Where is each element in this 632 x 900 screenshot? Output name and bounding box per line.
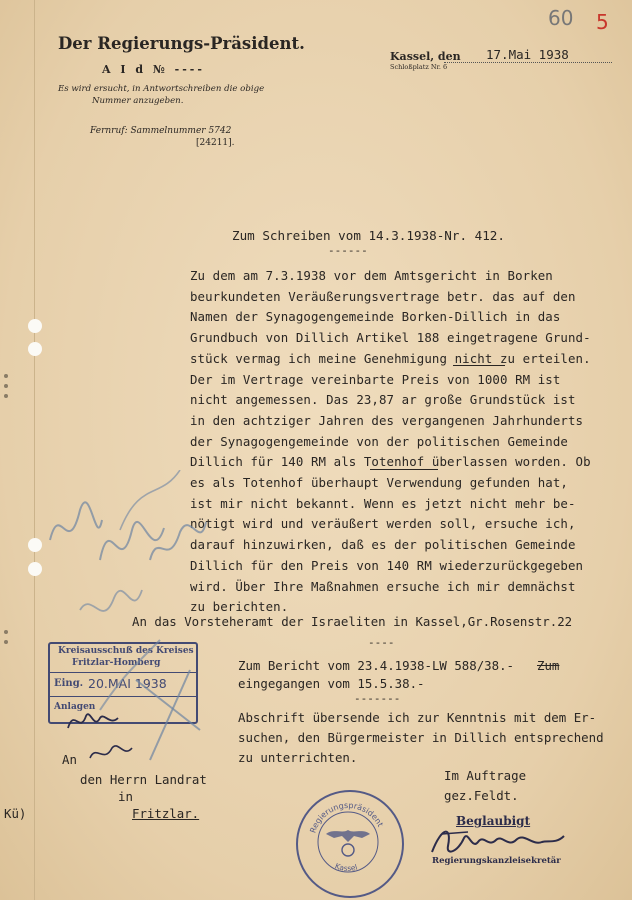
addressee-line2: in <box>118 789 133 804</box>
body-line: nicht angemessen. Das 23,87 ar große Grundstück ist <box>190 392 576 408</box>
body-line: beurkundeten Veräußerungsvertrage betr. das auf den <box>190 288 576 304</box>
reference-note-line2: Nummer anzugeben. <box>92 96 184 106</box>
margin-dot <box>4 394 8 398</box>
copy-line: Abschrift übersende ich zur Kenntnis mit dem Er- <box>238 710 597 725</box>
addressee-line3: Fritzlar. <box>132 806 200 821</box>
section-divider: ---- <box>368 636 395 649</box>
stamp-district: Fritzlar-Homberg <box>72 658 161 668</box>
phone-number: Fernruf: Sammelnummer 5742 <box>90 126 232 136</box>
underline-totenhof <box>370 469 438 470</box>
seal-top-text: Regierungspräsident <box>308 800 385 835</box>
street-address: Schloßplatz Nr. 6 <box>390 63 448 71</box>
phone-extension: [24211]. <box>196 138 235 148</box>
underline-nicht <box>453 365 505 366</box>
body-line: in den achtziger Jahren des vergangenen Jahrhunderts <box>190 412 584 428</box>
body-line: Namen der Synagogengemeinde Borken-Dillich in das <box>190 309 561 325</box>
date-rule <box>444 62 612 63</box>
folio-mark: 5 <box>596 10 609 34</box>
reference-number: A I d № ---- <box>102 63 205 76</box>
svg-text:Regierungspräsident <box>308 801 385 834</box>
page-edge-line <box>34 0 35 900</box>
stamp-received-date: 20.MAI 1938 <box>88 676 167 691</box>
body-line: Grundbuch von Dillich Artikel 188 eingetragene Grund- <box>190 330 591 346</box>
recipient-line: An das Vorsteheramt der Israeliten in Kassel,Gr.Rosenstr.22 <box>132 614 573 629</box>
reference-divider: ------ <box>328 244 368 257</box>
margin-dot <box>4 640 8 644</box>
letter-date: 17.Mai 1938 <box>486 47 569 62</box>
place-label: Kassel, den <box>390 50 461 63</box>
body-line: Dillich für 140 RM als Totenhof überlassen worden. Ob <box>190 454 591 470</box>
punch-hole-upper <box>28 342 42 356</box>
addressee-line1: den Herrn Landrat <box>80 772 207 787</box>
certifier-title: Regierungskanzleisekretär <box>432 856 561 866</box>
authority-heading: Der Regierungs-Präsident. <box>58 34 305 53</box>
section-divider-2: ------- <box>354 692 401 705</box>
handwritten-initials <box>60 704 170 774</box>
report-struck-word: Zum <box>537 658 560 673</box>
reference-line: Zum Schreiben vom 14.3.1938-Nr. 412. <box>232 228 505 243</box>
body-line: Der im Vertrage vereinbarte Preis von 1000 RM ist <box>190 371 561 387</box>
stamp-enclosures-label: Anlagen <box>54 702 96 712</box>
margin-dot <box>4 374 8 378</box>
report-line-received: eingegangen vom 15.5.38.- <box>238 676 425 691</box>
margin-dot <box>4 384 8 388</box>
report-line: Zum Bericht vom 23.4.1938-LW 588/38.- <box>238 658 515 673</box>
body-line: es als Totenhof überhaupt Verwendung gefunden hat, <box>190 475 568 491</box>
seal-bottom-text: Kassel <box>333 861 359 873</box>
reference-note-line1: Es wird ersucht, in Antwortschreiben die obige <box>58 84 265 94</box>
body-line: der Synagogengemeinde von der politischen Gemeinde <box>190 433 568 449</box>
body-line: stück vermag ich meine Genehmigung nicht zu erteilen. <box>190 350 591 366</box>
margin-initials: Kü) <box>4 806 27 821</box>
signature-order: Im Auftrage <box>444 768 527 783</box>
signature-name: gez.Feldt. <box>444 788 519 803</box>
punch-hole-top <box>28 319 42 333</box>
seal-graphic <box>296 790 400 894</box>
margin-dot <box>4 630 8 634</box>
folio-number: 60 <box>548 6 574 30</box>
body-line: ist mir nicht bekannt. Wenn es jetzt nicht mehr be- <box>190 495 576 511</box>
copy-line: zu unterrichten. <box>238 750 358 765</box>
handwritten-signature <box>428 822 568 862</box>
body-line: nötigt wird und veräußert werden soll, ersuche ich, <box>190 516 576 532</box>
copy-line: suchen, den Bürgermeister in Dillich entsprechend <box>238 730 604 745</box>
addressee-prefix: An <box>62 752 77 767</box>
stamp-authority: Kreisausschuß des Kreises <box>58 646 194 656</box>
svg-text:Kassel <box>334 861 359 873</box>
official-seal <box>296 790 404 898</box>
certification-label: Beglaubigt <box>456 814 531 828</box>
stamp-received-label: Eing. <box>54 678 84 689</box>
letter-body <box>190 266 591 618</box>
body-line: Zu dem am 7.3.1938 vor dem Amtsgericht in Borken <box>190 268 553 283</box>
body-line: darauf hinzuwirken, daß es der politischen Gemeinde <box>190 537 576 553</box>
body-line: zu berichten. <box>190 599 289 615</box>
body-line: wird. Über Ihre Maßnahmen ersuche ich mir demnächst <box>190 578 576 594</box>
body-line: Dillich für den Preis von 140 RM wiederzurückgegeben <box>190 557 584 573</box>
